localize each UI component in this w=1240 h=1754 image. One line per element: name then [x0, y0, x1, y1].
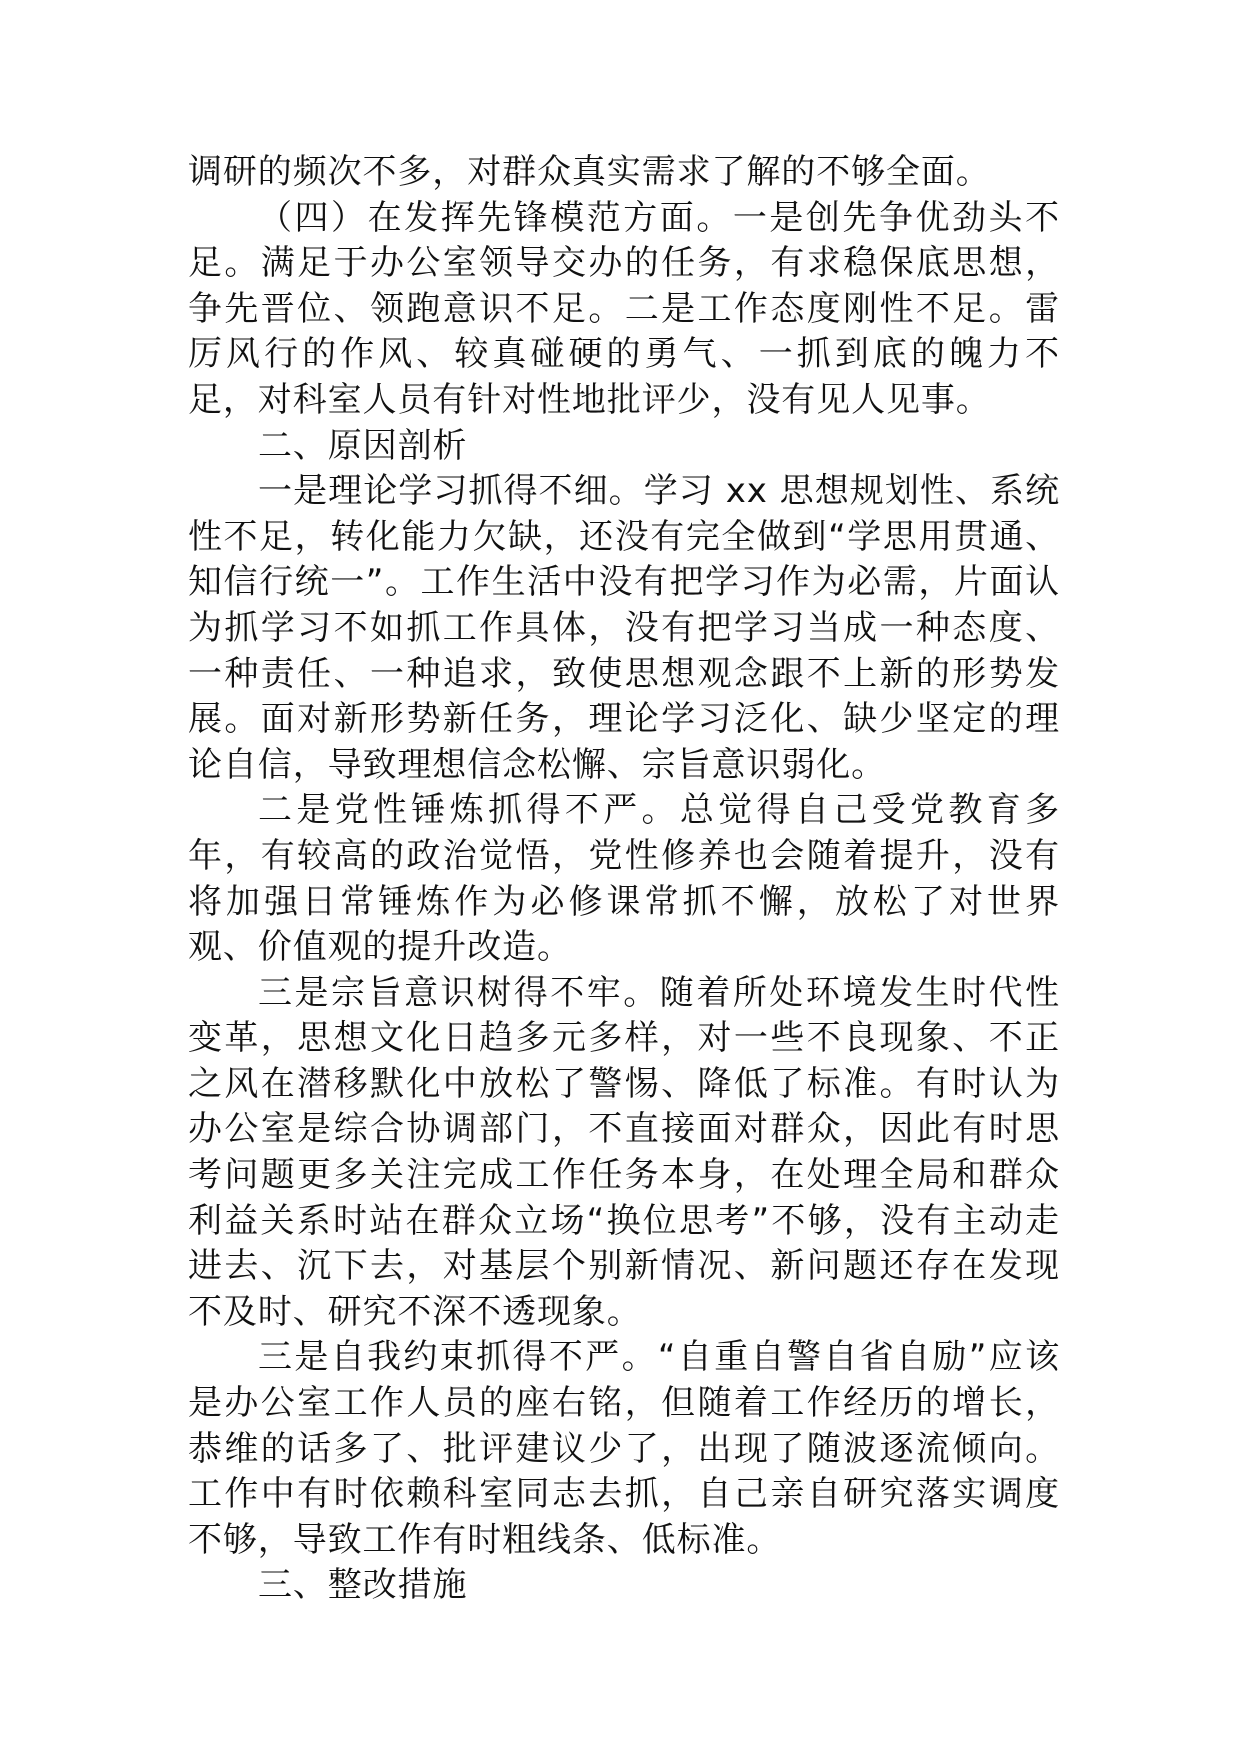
paragraph-section-four: （四）在发挥先锋模范方面。一是创先争优劲头不足。满足于办公室领导交办的任务，有求稳保底思想，争先晋位、领跑意识不足。二是工作态度刚性不足。雷厉风行的作风、较真碰硬的勇气、一抓到底的魄力不足，对科室人员有针对性地批评少，没有见人见事。	[188, 197, 1060, 420]
paragraph-purpose-awareness: 三是宗旨意识树得不牢。随着所处环境发生时代性变革，思想文化日趋多元多样，对一些不良现象、不正之风在潜移默化中放松了警惕、降低了标准。有时认为办公室是综合协调部门，不直接面对群众，因此有时思考问题更多关注完成工作任务本身，在处理全局和群众利益关系时站在群众立场“换位思考”不够，没有主动走进去、沉下去，对基层个别新情况、新问题还存在发现不及时、研究不深不透现象。	[188, 972, 1060, 1332]
paragraph-self-discipline: 三是自我约束抓得不严。“自重自警自省自励”应该是办公室工作人员的座右铭，但随着工作经历的增长，恭维的话多了、批评建议少了，出现了随波逐流倾向。工作中有时依赖科室同志去抓，自己亲自研究落实调度不够，导致工作有时粗线条、低标准。	[188, 1337, 1060, 1560]
paragraph-theory-study: 一是理论学习抓得不细。学习 xx 思想规划性、系统性不足，转化能力欠缺，还没有完全做到“学思用贯通、知信行统一”。工作生活中没有把学习作为必需，片面认为抓学习不如抓工作具体，没有把学习当成一种态度、一种责任、一种追求，致使思想观念跟不上新的形势发展。面对新形势新任务，理论学习泛化、缺少坚定的理论自信，导致理想信念松懈、宗旨意识弱化。	[188, 471, 1060, 785]
paragraph-continuation: 调研的频次不多，对群众真实需求了解的不够全面。	[188, 152, 991, 192]
heading-cause-analysis: 二、原因剖析	[258, 425, 468, 466]
heading-rectification-measures: 三、整改措施	[258, 1565, 468, 1606]
paragraph-party-spirit: 二是党性锤炼抓得不严。总觉得自己受党教育多年，有较高的政治觉悟，党性修养也会随着提升，没有将加强日常锤炼作为必修课常抓不懈，放松了对世界观、价值观的提升改造。	[188, 790, 1060, 968]
document-body	[188, 150, 1060, 1609]
